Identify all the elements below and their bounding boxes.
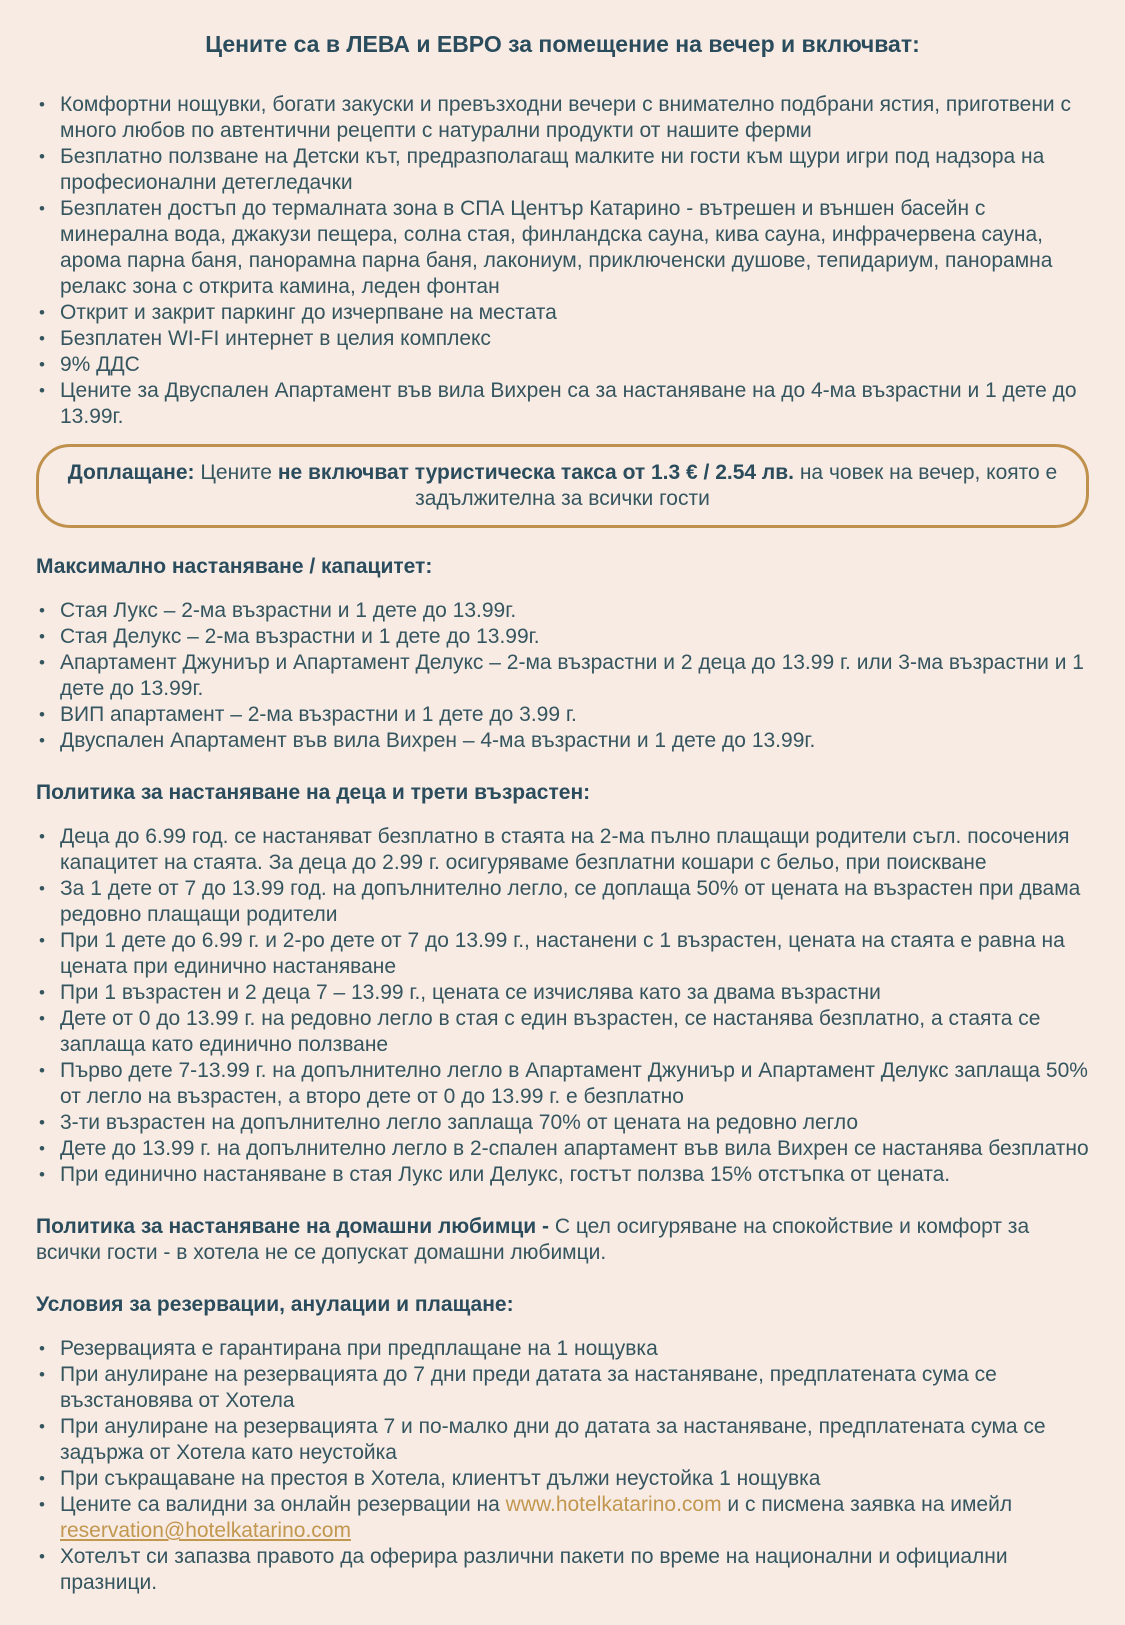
surcharge-text-a: Цените	[194, 461, 278, 484]
section-heading-booking-terms: Условия за резервации, анулации и плащане:	[36, 1293, 514, 1316]
list-item-text	[60, 1493, 1012, 1542]
list-item	[36, 1058, 1089, 1110]
surcharge-note-box	[36, 444, 1089, 528]
booking-terms-list	[36, 1336, 1089, 1596]
surcharge-note-text	[65, 460, 1060, 512]
list-item-text: Дете до 13.99 г. на допълнително легло в 2-спален апартамент във вила Вихрен се настанява безплатно	[60, 1137, 1089, 1160]
list-item-text: Безплатно ползване на Детски кът, предразполагащ малките ни гости към щури игри под надзора на професионални детегледачки	[60, 145, 1045, 194]
list-item-text: Безплатен достъп до термалната зона в СПА Център Катарино - вътрешен и външен басейн с минерална вода, джакузи пещера, солна стая, финландска сауна, кива сауна, инфрачервена сауна, арома парна баня, панорамна парна баня, лакониум, приключенски душове, тепидариум, панорамна релакс зона с открита камина, леден фонтан	[60, 197, 1053, 298]
email-link[interactable]: reservation@hotelkatarino.com	[60, 1519, 351, 1542]
surcharge-bold-text: не включват туристическа такса от 1.3 € / 2.54 лв.	[277, 461, 794, 484]
list-item-text: Дете от 0 до 13.99 г. на редовно легло в стая с един възрастен, се настанява безплатно, а стаята се заплаща като единично ползване	[60, 1007, 1041, 1056]
list-item-text: Хотелът си запазва правото да оферира различни пакети по време на национални и официални празници.	[60, 1545, 1008, 1594]
page-title: Цените са в ЛЕВА и ЕВРО за помещение на вечер и включват:	[205, 31, 920, 57]
list-item	[36, 1414, 1089, 1466]
list-item	[36, 144, 1089, 196]
pets-policy-paragraph	[36, 1214, 1089, 1266]
list-item	[36, 300, 1089, 326]
list-item-text: Цените за Двуспален Апартамент във вила Вихрен са за настаняване на до 4-ма възрастни и 1 дете до 13.99г.	[60, 379, 1077, 428]
website-link[interactable]: www.hotelkatarino.com	[505, 1493, 722, 1516]
list-item	[36, 1162, 1089, 1188]
list-item	[36, 598, 1089, 624]
list-item	[36, 1544, 1089, 1596]
list-item-text: Двуспален Апартамент във вила Вихрен – 4-ма възрастни и 1 дете до 13.99г.	[60, 729, 816, 752]
list-item-text: При единично настаняване в стая Лукс или Делукс, гостът ползва 15% отстъпка от цената.	[60, 1163, 951, 1186]
children-policy-list	[36, 824, 1089, 1188]
section-heading-capacity: Максимално настаняване / капацитет:	[36, 555, 433, 578]
list-item	[36, 352, 1089, 378]
list-item-text: Комфортни нощувки, богати закуски и превъзходни вечери с внимателно подбрани ястия, приготвени с много любов по автентични рецепти с натурални продукти от нашите ферми	[60, 93, 1071, 142]
list-item	[36, 702, 1089, 728]
list-item	[36, 1336, 1089, 1362]
list-item	[36, 196, 1089, 300]
list-item	[36, 928, 1089, 980]
list-item	[36, 1110, 1089, 1136]
list-item	[36, 378, 1089, 430]
section-heading-children-policy: Политика за настаняване на деца и трети възрастен:	[36, 781, 591, 804]
list-item-text: Стая Лукс – 2-ма възрастни и 1 дете до 13.99г.	[60, 599, 517, 622]
surcharge-label: Доплащане:	[67, 461, 195, 484]
list-item-text: При 1 възрастен и 2 деца 7 – 13.99 г., цената се изчислява като за двама възрастни	[60, 981, 881, 1004]
list-item-text: 3-ти възрастен на допълнително легло заплаща 70% от цената на редовно легло	[60, 1111, 859, 1134]
list-item-text: Резервацията е гарантирана при предплащане на 1 нощувка	[60, 1337, 658, 1360]
list-item	[36, 92, 1089, 144]
list-item	[36, 980, 1089, 1006]
list-item-text: При анулиране на резервацията до 7 дни преди датата за настаняване, предплатената сума се възстановява от Хотела	[60, 1363, 997, 1412]
list-item	[36, 1136, 1089, 1162]
list-item-text: Стая Делукс – 2-ма възрастни и 1 дете до 13.99г.	[60, 625, 540, 648]
list-item-text: Деца до 6.99 год. се настаняват безплатно в стаята на 2-ма пълно плащащи родители съгл. посочения капацитет на стаята. За деца до 2.99 г. осигуряваме безплатни кошари с бельо, при поискване	[60, 825, 1070, 874]
list-item	[36, 1466, 1089, 1492]
list-item-text: При 1 дете до 6.99 г. и 2-ро дете от 7 до 13.99 г., настанени с 1 възрастен, цената на стаята е равна на цената при единично настаняване	[60, 929, 1065, 978]
includes-list	[36, 92, 1089, 430]
list-item	[36, 326, 1089, 352]
list-item	[36, 650, 1089, 702]
list-item-text: ВИП апартамент – 2-ма възрастни и 1 дете до 3.99 г.	[60, 703, 577, 726]
capacity-list	[36, 598, 1089, 754]
list-item	[36, 1362, 1089, 1414]
surcharge-text-b: на човек на вечер, която е задължителна за всички гости	[415, 461, 1058, 510]
list-item-text: 9% ДДС	[60, 353, 140, 376]
list-item-text: При анулиране на резервацията 7 и по-малко дни до датата за настаняване, предплатената сума се задържа от Хотела като неустойка	[60, 1415, 1046, 1464]
online-reservations-text-1: Цените са валидни за онлайн резервации на	[60, 1493, 506, 1516]
list-item	[36, 876, 1089, 928]
pets-policy-heading: Политика за настаняване на домашни любимци -	[36, 1215, 555, 1238]
list-item	[36, 824, 1089, 876]
list-item-text: Открит и закрит паркинг до изчерпване на местата	[60, 301, 557, 324]
list-item-text: При съкращаване на престоя в Хотела, клиентът дължи неустойка 1 нощувка	[60, 1467, 821, 1490]
list-item-text: Безплатен WI-FI интернет в целия комплекс	[60, 327, 491, 350]
list-item-text: Апартамент Джуниър и Апартамент Делукс – 2-ма възрастни и 2 деца до 13.99 г. или 3-ма възрастни и 1 дете до 13.99г.	[60, 651, 1084, 700]
list-item	[36, 1006, 1089, 1058]
list-item-text: За 1 дете от 7 до 13.99 год. на допълнително легло, се доплаща 50% от цената на възрастен при двама редовно плащащи родители	[60, 877, 1081, 926]
list-item	[36, 624, 1089, 650]
pets-policy-text: С цел осигуряване на спокойствие и комфорт за всички гости - в хотела не се допускат домашни любимци.	[36, 1215, 1030, 1264]
online-reservations-text-2: и с писмена заявка на имейл	[721, 1493, 1013, 1516]
list-item	[36, 1492, 1089, 1544]
list-item	[36, 728, 1089, 754]
list-item-text: Първо дете 7-13.99 г. на допълнително легло в Апартамент Джуниър и Апартамент Делукс заплаща 50% от легло на възрастен, а второ дете от 0 до 13.99 г. е безплатно	[60, 1059, 1088, 1108]
